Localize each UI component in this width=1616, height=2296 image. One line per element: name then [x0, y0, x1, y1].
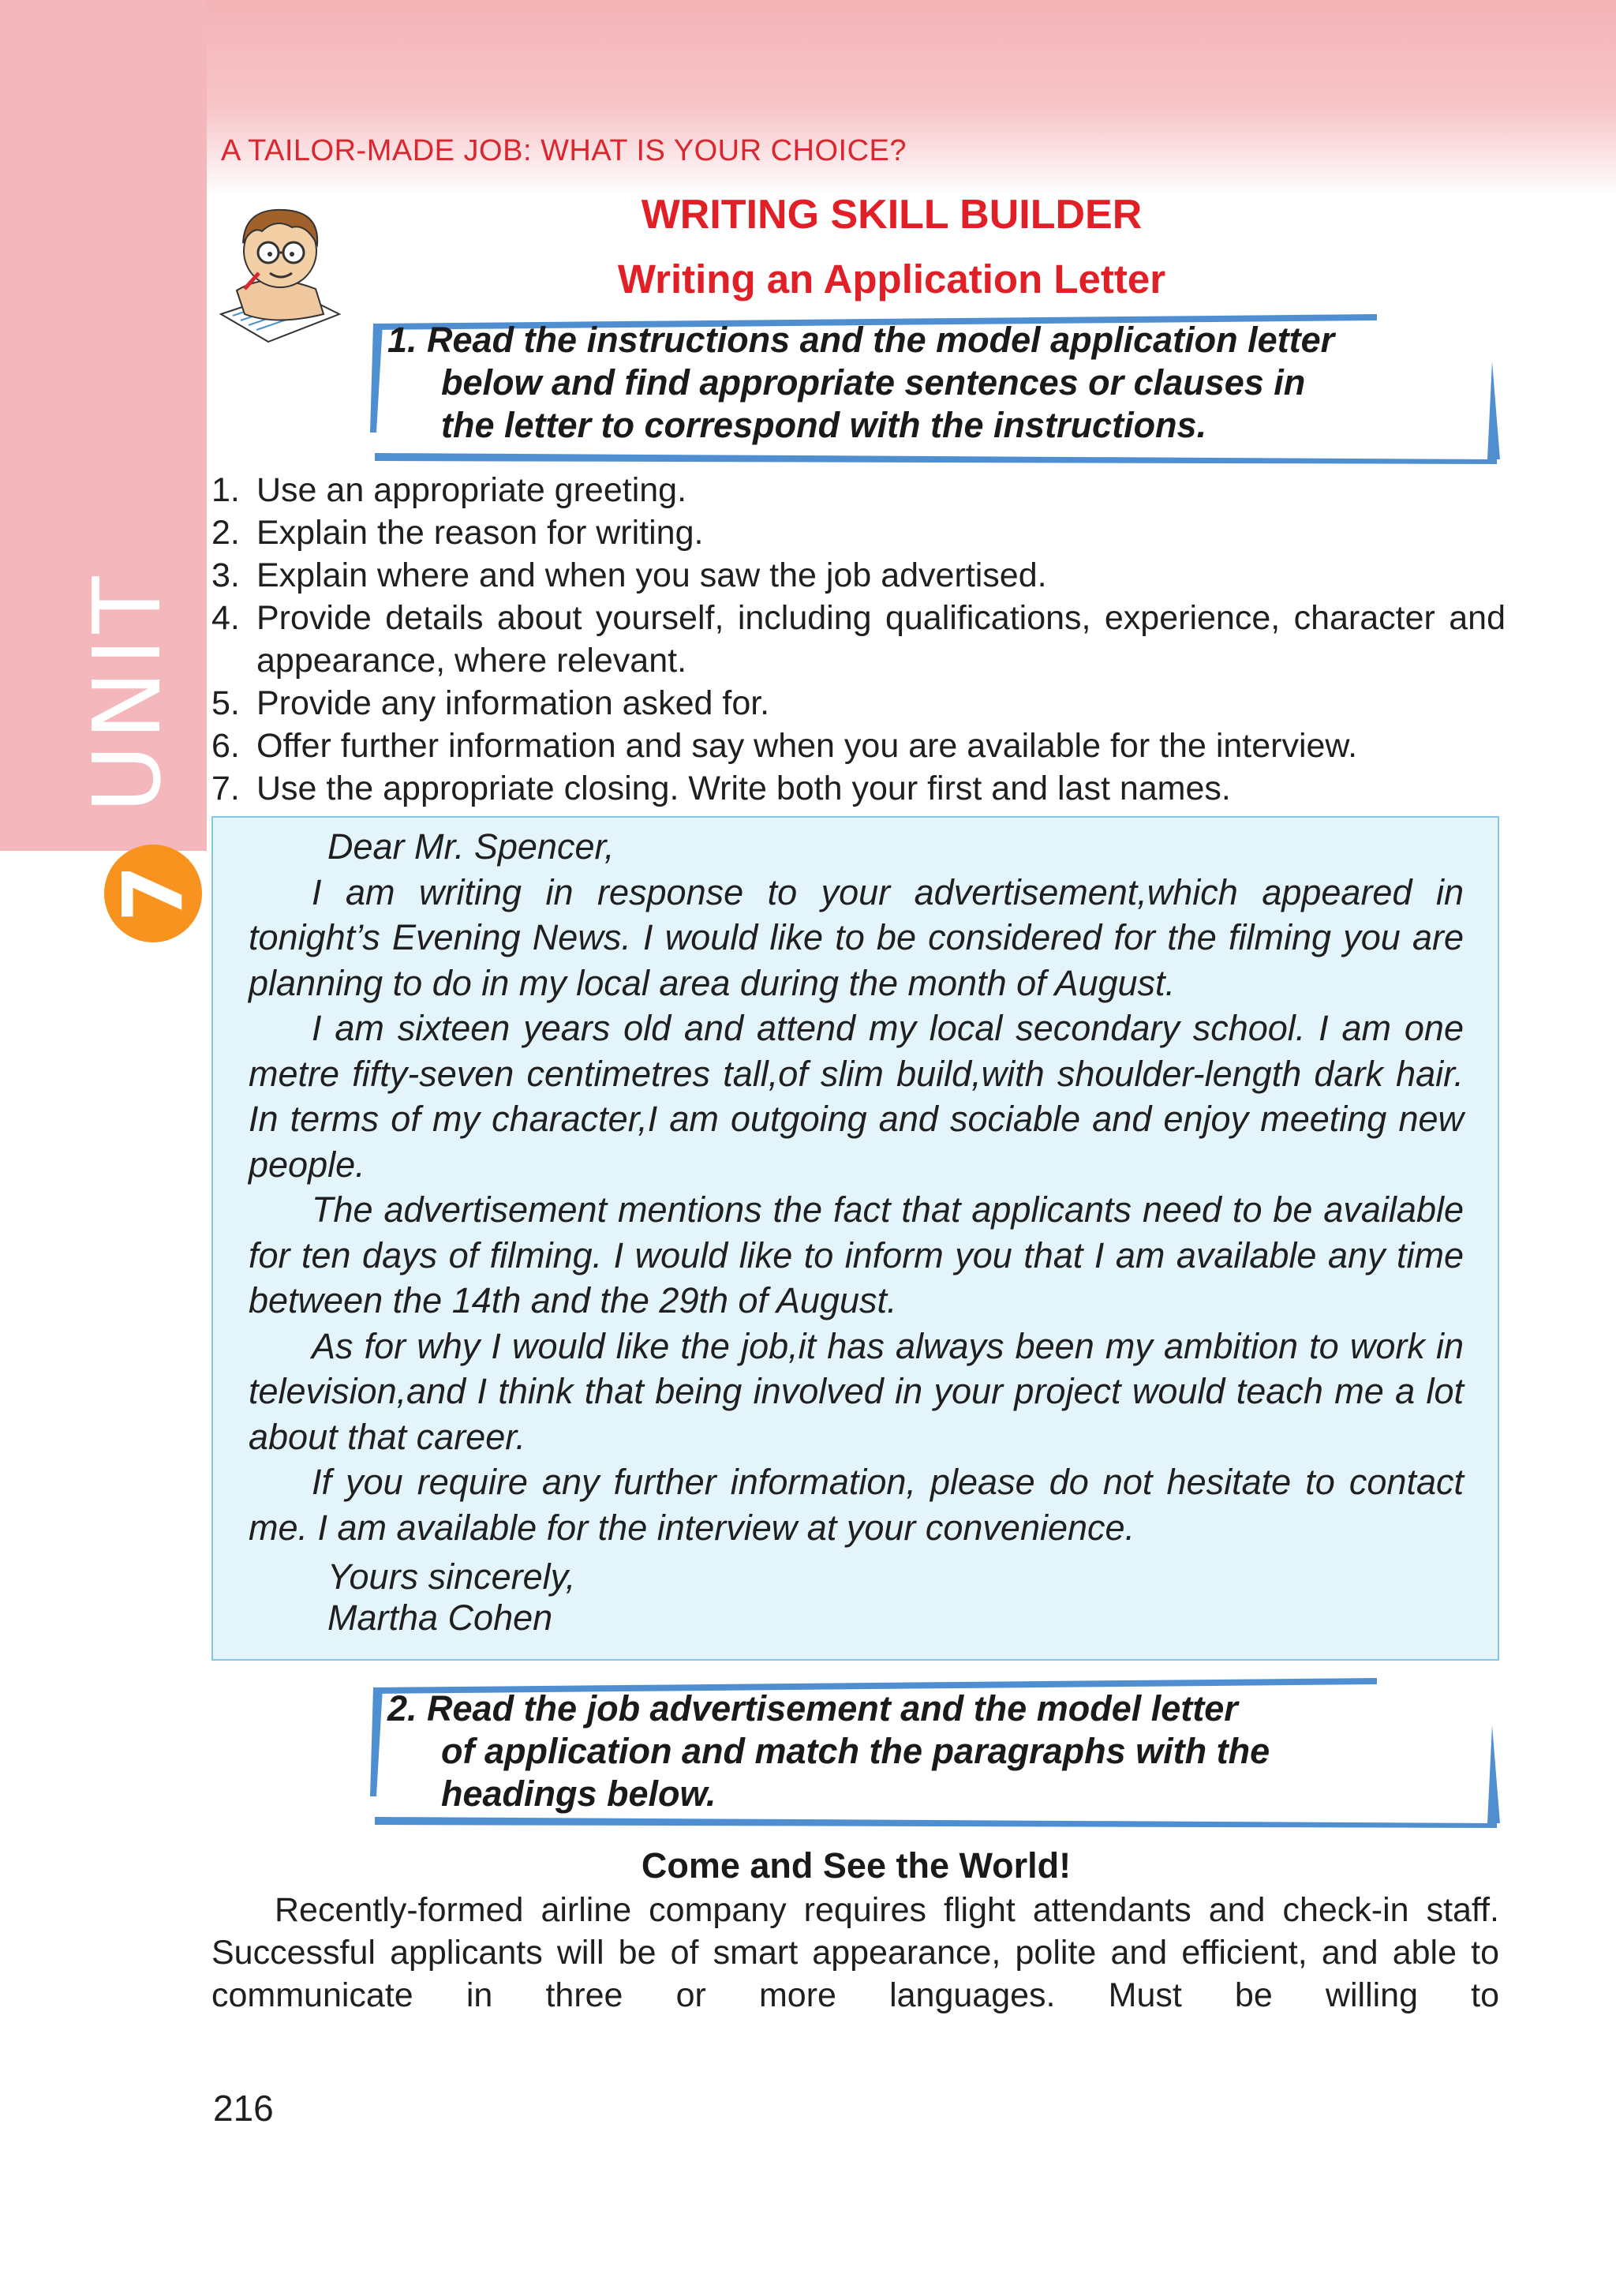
section-subtitle: Writing an Application Letter: [617, 257, 1166, 302]
task-2-line: 2. Read the job advertisement and the model letter: [387, 1688, 1238, 1729]
letter-paragraph: The advertisement mentions the fact that applicants need to be available for ten days of filming. I would like to inform you that I am available any time between the 14th and the 29th of August.: [249, 1189, 1464, 1320]
advertisement-title: Come and See the World!: [641, 1845, 1072, 1886]
letter-paragraph: I am writing in response to your advertisement,which appeared in tonight’s Evening News. I would like to be considered for the filming you are planning to do in my local area during the month of August.: [249, 871, 1464, 1003]
item-text: Provide any information asked for.: [256, 684, 770, 722]
letter-paragraph: I am sixteen years old and attend my local secondary school. I am one metre fifty-seven centimetres tall,of slim build,with shoulder-length dark hair. In terms of my character,I am outgoing and sociable and enjoy meeting new people.: [249, 1008, 1464, 1185]
list-item: [211, 554, 1506, 597]
item-text: Offer further information and say when you are available for the interview.: [256, 727, 1358, 765]
letter-signature: Martha Cohen: [327, 1597, 553, 1638]
boy-writing-icon: [213, 196, 347, 350]
item-text: Use the appropriate closing. Write both your first and last names.: [256, 770, 1231, 807]
unit-number-badge: [104, 845, 202, 942]
item-text: Provide details about yourself, including qualifications, experience, character and appearance, where relevant.: [256, 599, 1506, 680]
item-number: 6.: [211, 727, 240, 765]
item-number: 5.: [211, 684, 240, 722]
item-text: Explain the reason for writing.: [256, 514, 704, 552]
task-1-line: the letter to correspond with the instructions.: [441, 405, 1207, 445]
letter-paragraph: As for why I would like the job,it has always been my ambition to work in television,and I think that being involved in your project would teach me a lot about that career.: [249, 1325, 1464, 1457]
list-item: [211, 597, 1506, 682]
section-title: WRITING SKILL BUILDER: [641, 192, 1143, 238]
letter-paragraph: If you require any further information, please do not hesitate to contact me. I am available for the interview at your convenience.: [249, 1462, 1464, 1548]
item-number: 2.: [211, 514, 240, 552]
running-head: A TAILOR-MADE JOB: WHAT IS YOUR CHOICE?: [221, 134, 907, 167]
spacer: [249, 1550, 1464, 1556]
task-2-line: of application and match the paragraphs with the: [441, 1731, 1270, 1771]
list-item: [211, 511, 1506, 554]
task-2-banner: [359, 1678, 1503, 1828]
unit-label: UNIT: [73, 571, 181, 813]
task-1-line: 1. Read the instructions and the model application letter: [387, 320, 1335, 360]
item-text: Use an appropriate greeting.: [256, 471, 687, 509]
task-1-line: below and find appropriate sentences or clauses in: [441, 362, 1306, 403]
advertisement-body: Recently-formed airline company requires flight attendants and check-in staff. Successful applicants will be of smart appearance, polite and efficient, and able to communicate in three or more languages. Must be willing to: [211, 1891, 1499, 2014]
list-item: [211, 767, 1506, 810]
letter-closing: Yours sincerely,: [327, 1556, 576, 1597]
item-text: Explain where and when you saw the job advertised.: [256, 556, 1047, 594]
list-item: [211, 469, 1506, 511]
item-number: 7.: [211, 770, 240, 807]
list-item: [211, 725, 1506, 767]
instruction-list: [211, 469, 1506, 810]
item-number: 1.: [211, 471, 240, 509]
task-2-instruction: [387, 1687, 1492, 1815]
task-1-instruction: [387, 319, 1492, 447]
task-1-banner: [359, 314, 1503, 464]
item-number: 4.: [211, 599, 240, 637]
model-letter-box: [211, 816, 1499, 1661]
model-letter: [249, 824, 1464, 1639]
item-number: 3.: [211, 556, 240, 594]
list-item: [211, 682, 1506, 725]
unit-number: 7: [105, 864, 201, 923]
letter-greeting: Dear Mr. Spencer,: [327, 826, 615, 867]
task-2-line: headings below.: [441, 1774, 716, 1814]
page-number: 216: [213, 2088, 274, 2129]
